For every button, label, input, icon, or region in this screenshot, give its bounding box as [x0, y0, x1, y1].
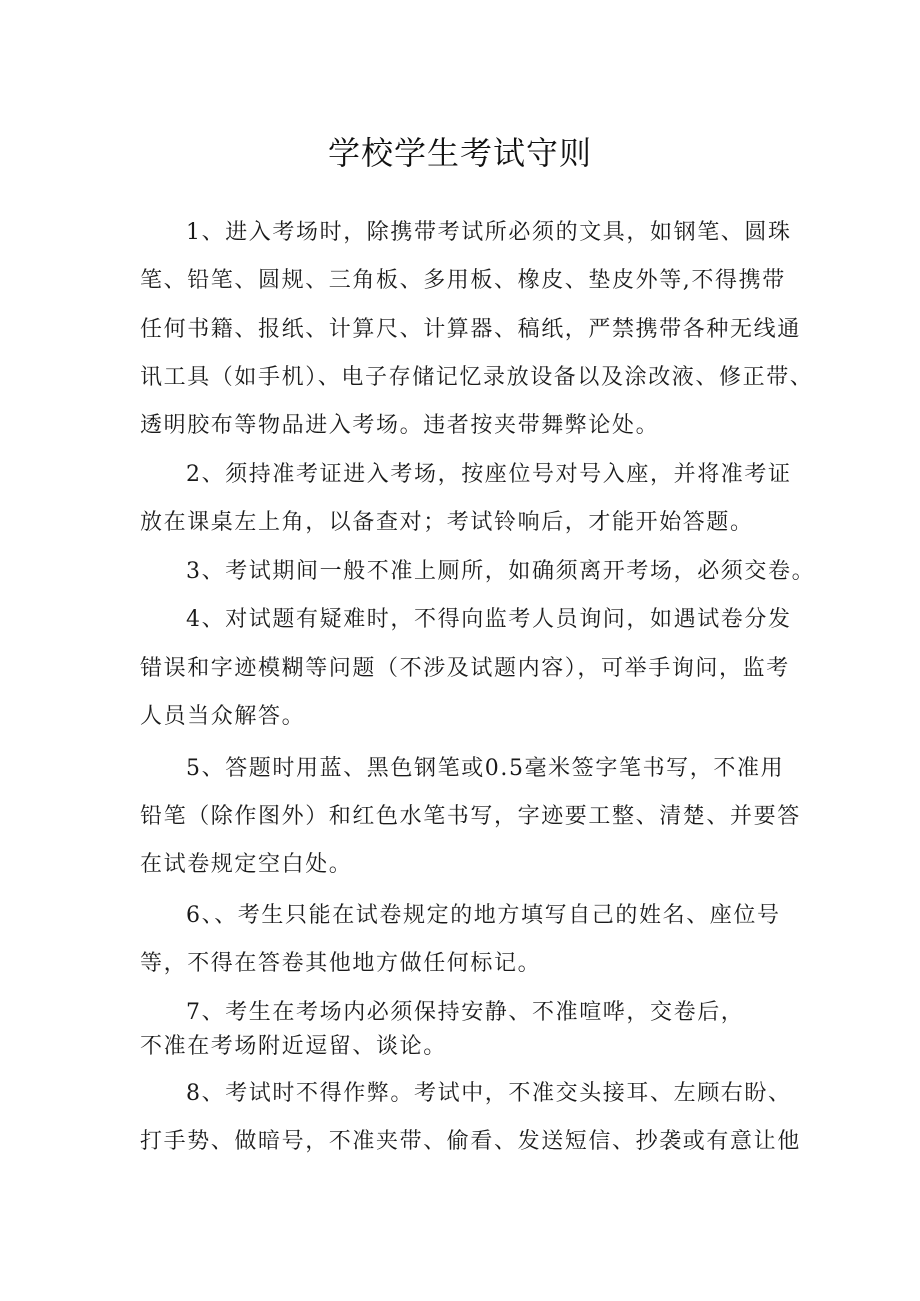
rule-1-line-5: 透明胶布等物品进入考场。违者按夹带舞弊论处。	[140, 413, 660, 438]
rule-5-line-1: 5、答题时用蓝、黑色钢笔或0.5毫米签字笔书写，不准用	[186, 756, 785, 781]
rule-2-line-1: 2、须持准考证进入考场，按座位号对号入座，并将准考证	[186, 462, 792, 487]
rule-4-line-3: 人员当众解答。	[140, 704, 306, 729]
rule-1-line-2: 笔、铅笔、圆规、三角板、多用板、橡皮、垫皮外等,不得携带	[140, 268, 786, 293]
rule-6-line-1: 6、、考生只能在试卷规定的地方填写自己的姓名、座位号	[186, 903, 781, 928]
rule-1-line-3: 任何书籍、报纸、计算尺、计算器、稿纸，严禁携带各种无线通	[140, 317, 801, 342]
rule-5-line-2: 铅笔（除作图外）和红色水笔书写，字迹要工整、清楚、并要答	[140, 804, 801, 829]
rule-6-line-2: 等，不得在答卷其他地方做任何标记。	[140, 951, 542, 976]
rule-7-line-2: 不准在考场附近逗留、谈论。	[140, 1034, 447, 1059]
rule-7-line-1: 7、考生在考场内必须保持安静、不准喧哗，交卷后，	[186, 1000, 745, 1025]
rule-5-line-3: 在试卷规定空白处。	[140, 852, 353, 877]
rule-1-line-1: 1、进入考场时，除携带考试所必须的文具，如钢笔、圆珠	[186, 220, 792, 245]
rule-2-line-2: 放在课桌左上角，以备查对；考试铃响后，才能开始答题。	[140, 510, 754, 535]
rule-1-line-4: 讯工具（如手机）、电子存储记忆录放设备以及涂改液、修正带、	[140, 365, 814, 390]
rule-4-line-2: 错误和字迹模糊等问题（不涉及试题内容），可举手询问，监考	[140, 656, 790, 681]
rule-8-line-2: 打手势、做暗号，不准夹带、偷看、发送短信、抄袭或有意让他	[140, 1129, 801, 1154]
rule-8-line-1: 8、考试时不得作弊。考试中，不准交头接耳、左顾右盼、	[186, 1081, 792, 1106]
rule-3-line-1: 3、考试期间一般不准上厕所，如确须离开考场，必须交卷。	[186, 559, 816, 584]
rule-4-line-1: 4、对试题有疑难时，不得向监考人员询问，如遇试卷分发	[186, 607, 792, 632]
document-title: 学校学生考试守则	[327, 134, 592, 172]
